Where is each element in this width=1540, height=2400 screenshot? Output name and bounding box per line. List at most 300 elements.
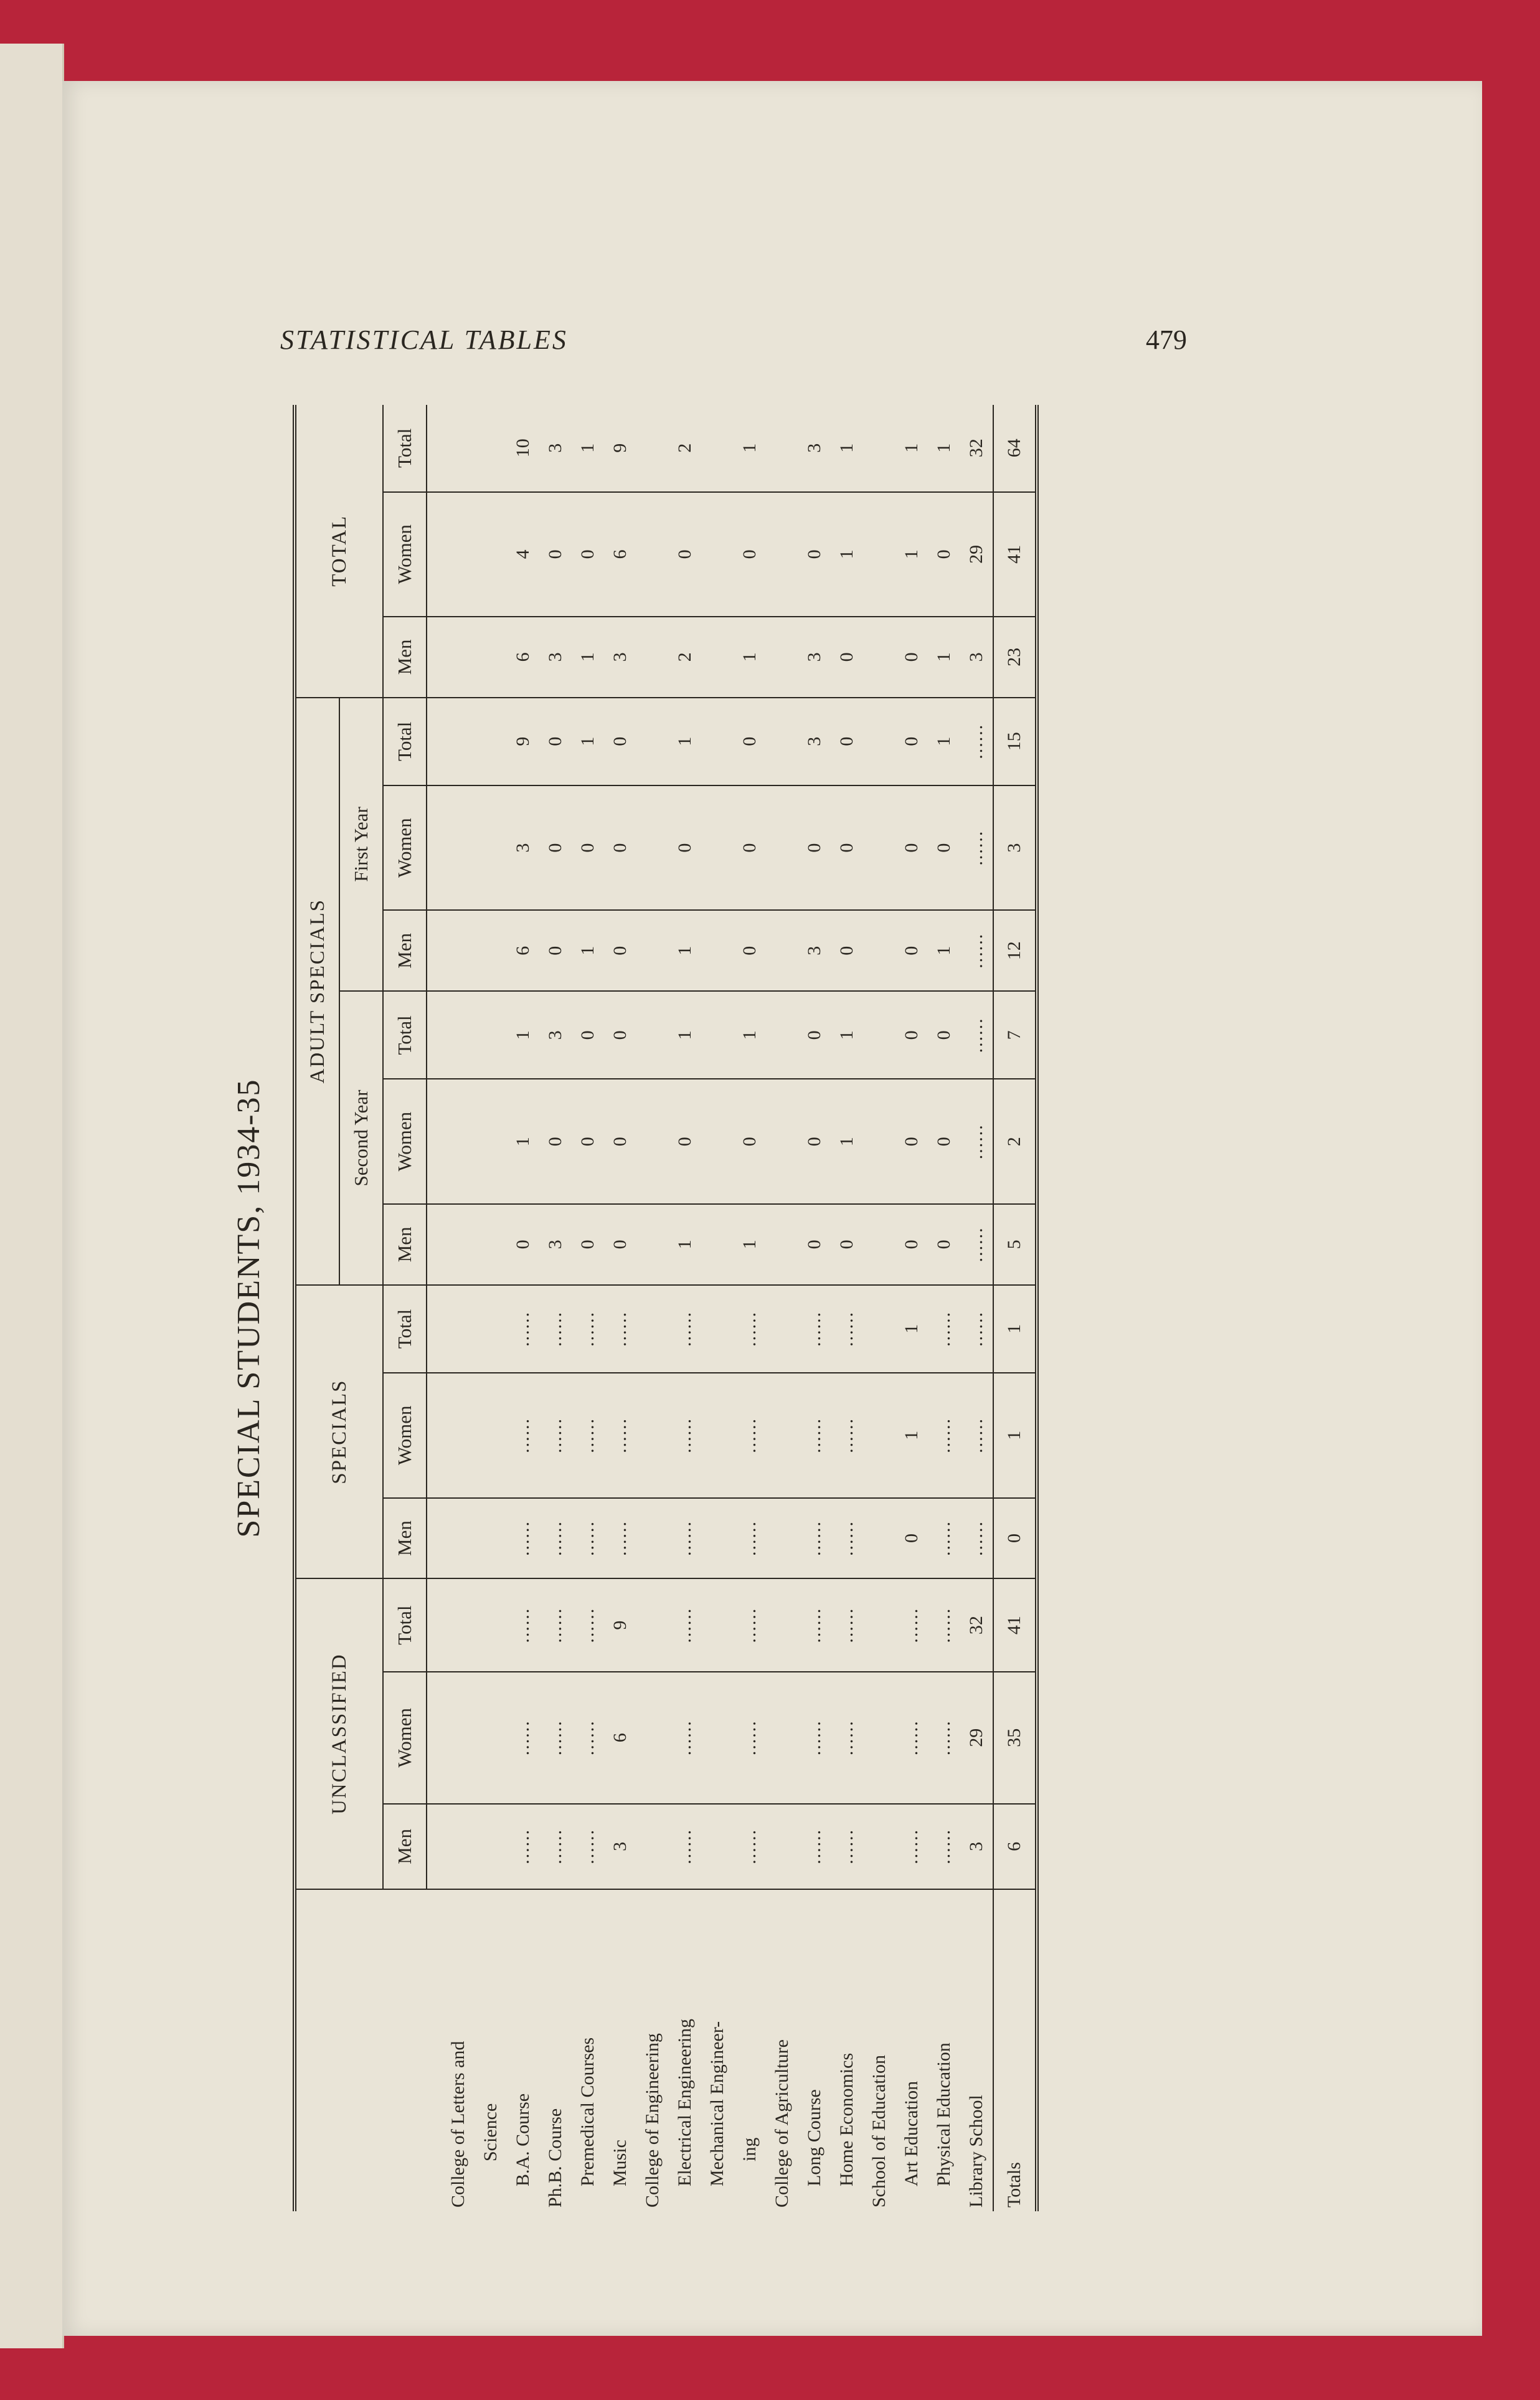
- table-cell: ......: [669, 1285, 701, 1373]
- table-row: [507, 405, 539, 2211]
- table-cell: ......: [960, 785, 993, 911]
- table-cell: ......: [539, 1578, 572, 1671]
- table-cell: ......: [604, 1373, 636, 1498]
- totals-cell: 12: [993, 910, 1037, 991]
- table-cell: 1: [572, 405, 604, 492]
- table-cell: 1: [572, 910, 604, 991]
- table-cell: [766, 1578, 798, 1671]
- table-cell: ......: [798, 1373, 831, 1498]
- table-cell: [636, 492, 669, 617]
- table-cell: ......: [798, 1498, 831, 1579]
- table-cell: [636, 617, 669, 698]
- table-cell: 0: [928, 492, 960, 617]
- totals-cell: 1: [993, 1285, 1037, 1373]
- table-cell: 9: [507, 698, 539, 785]
- table-cell: [766, 1204, 798, 1285]
- table-cell: [701, 405, 734, 492]
- table-row: [701, 405, 734, 2211]
- totals-cell: 41: [993, 492, 1037, 617]
- table-cell: [442, 698, 475, 785]
- column-header-men: Men: [383, 1498, 427, 1579]
- table-cell: 0: [734, 492, 766, 617]
- table-cell: 0: [572, 785, 604, 911]
- group-first-year: First Year: [339, 698, 383, 992]
- column-header-women: Women: [383, 1373, 427, 1498]
- table-cell: ......: [507, 1578, 539, 1671]
- table-row: [734, 405, 766, 2211]
- row-label: Electrical Engineering: [674, 2018, 695, 2186]
- row-label: B.A. Course: [513, 2093, 533, 2186]
- table-cell: ......: [960, 1204, 993, 1285]
- table-cell: 0: [928, 1079, 960, 1204]
- table-cell: 1: [895, 1373, 928, 1498]
- table-cell: 0: [507, 1204, 539, 1285]
- table-cell: ......: [604, 1498, 636, 1579]
- row-label: ing: [739, 2137, 760, 2161]
- table-cell: [442, 492, 475, 617]
- table-cell: ......: [507, 1373, 539, 1498]
- table-cell: ......: [734, 1578, 766, 1671]
- table-cell: 29: [960, 1672, 993, 1804]
- table-cell: ......: [539, 1672, 572, 1804]
- table-cell: [863, 1804, 895, 1889]
- column-header-total: Total: [383, 991, 427, 1079]
- table-cell: [766, 698, 798, 785]
- totals-cell: 23: [993, 617, 1037, 698]
- table-cell: [636, 991, 669, 1079]
- table-cell: [863, 991, 895, 1079]
- totals-cell: 35: [993, 1672, 1037, 1804]
- table-row: [475, 405, 507, 2211]
- table-cell: ......: [539, 1285, 572, 1373]
- column-header-men: Men: [383, 617, 427, 698]
- table-cell: ......: [734, 1285, 766, 1373]
- table-cell: ......: [669, 1804, 701, 1889]
- spacer-row: [427, 405, 442, 2211]
- table-cell: [442, 1285, 475, 1373]
- table-cell: 0: [798, 492, 831, 617]
- table-cell: [442, 1204, 475, 1285]
- totals-row: [993, 405, 1037, 2211]
- table-cell: [442, 1079, 475, 1204]
- table-cell: ......: [572, 1373, 604, 1498]
- table-cell: 9: [604, 405, 636, 492]
- table-cell: ......: [895, 1578, 928, 1671]
- column-header-women: Women: [383, 492, 427, 617]
- table-cell: [442, 1578, 475, 1671]
- table-cell: 0: [798, 1079, 831, 1204]
- table-cell: ......: [928, 1804, 960, 1889]
- table-cell: [701, 1578, 734, 1671]
- table-cell: 3: [507, 785, 539, 911]
- table-cell: 0: [539, 910, 572, 991]
- totals-label: Totals: [993, 1889, 1037, 2211]
- table-cell: [636, 1204, 669, 1285]
- table-cell: 0: [831, 617, 863, 698]
- table-cell: [475, 1204, 507, 1285]
- table-cell: ......: [507, 1285, 539, 1373]
- table-cell: 1: [831, 492, 863, 617]
- table-cell: 3: [539, 405, 572, 492]
- table-cell: ......: [669, 1498, 701, 1579]
- row-label: Mechanical Engineer-: [707, 2021, 727, 2186]
- table-cell: 3: [539, 617, 572, 698]
- table-cell: [766, 1498, 798, 1579]
- table-cell: ......: [831, 1285, 863, 1373]
- table-cell: 0: [604, 698, 636, 785]
- table-cell: 0: [669, 785, 701, 911]
- table-row: [928, 405, 960, 2211]
- table-cell: [475, 1672, 507, 1804]
- table-cell: 2: [669, 617, 701, 698]
- table-cell: 0: [895, 617, 928, 698]
- table-cell: [701, 1285, 734, 1373]
- column-header-women: Women: [383, 1672, 427, 1804]
- group-specials: SPECIALS: [295, 1285, 383, 1579]
- table-cell: [636, 1672, 669, 1804]
- table-row: [798, 405, 831, 2211]
- table-cell: 29: [960, 492, 993, 617]
- table-cell: ......: [507, 1804, 539, 1889]
- table-cell: 3: [539, 1204, 572, 1285]
- row-label: College of Agriculture: [772, 2039, 792, 2208]
- table-cell: [442, 910, 475, 991]
- table-cell: 0: [831, 1204, 863, 1285]
- row-label: Physical Education: [933, 2042, 954, 2186]
- column-header-men: Men: [383, 1804, 427, 1889]
- table-cell: [766, 405, 798, 492]
- table-cell: ......: [895, 1804, 928, 1889]
- table-cell: ......: [831, 1498, 863, 1579]
- table-cell: [442, 617, 475, 698]
- row-label: Premedical Courses: [577, 2037, 598, 2186]
- row-label: College of Letters and: [448, 2041, 468, 2208]
- row-label: Library School: [966, 2095, 986, 2208]
- table-cell: 6: [604, 1672, 636, 1804]
- table-cell: [863, 1672, 895, 1804]
- table-row: [604, 405, 636, 2211]
- totals-cell: 64: [993, 405, 1037, 492]
- table-cell: [636, 785, 669, 911]
- table-cell: [442, 1672, 475, 1804]
- table-cell: [766, 1373, 798, 1498]
- table-cell: ......: [507, 1498, 539, 1579]
- table-cell: [766, 991, 798, 1079]
- table-cell: 0: [895, 698, 928, 785]
- column-header-men: Men: [383, 910, 427, 991]
- table-cell: 0: [669, 492, 701, 617]
- table-cell: 0: [539, 698, 572, 785]
- table-cell: [766, 492, 798, 617]
- table-cell: 3: [539, 991, 572, 1079]
- row-label: Home Economics: [836, 2052, 857, 2186]
- table-cell: [863, 1079, 895, 1204]
- table-cell: ......: [960, 1079, 993, 1204]
- table-cell: [766, 617, 798, 698]
- table-cell: 32: [960, 405, 993, 492]
- table-cell: [701, 1498, 734, 1579]
- table-row: [539, 405, 572, 2211]
- table-row: [636, 405, 669, 2211]
- table-cell: ......: [539, 1373, 572, 1498]
- table-cell: [863, 492, 895, 617]
- table-cell: 1: [669, 1204, 701, 1285]
- table-cell: 0: [539, 1079, 572, 1204]
- table-cell: 0: [604, 1079, 636, 1204]
- table-cell: [442, 1373, 475, 1498]
- table-cell: ......: [669, 1373, 701, 1498]
- table-cell: [475, 991, 507, 1079]
- table-cell: [701, 910, 734, 991]
- page: [62, 81, 1482, 2336]
- column-header-total: Total: [383, 405, 427, 492]
- special-students-table: [293, 405, 1039, 2211]
- table-cell: [863, 1285, 895, 1373]
- table-cell: [475, 698, 507, 785]
- table-cell: 0: [539, 785, 572, 911]
- table-cell: ......: [960, 991, 993, 1079]
- table-cell: ......: [928, 1498, 960, 1579]
- running-head: STATISTICAL TABLES: [280, 325, 568, 355]
- table-cell: 3: [604, 1804, 636, 1889]
- column-header-men: Men: [383, 1204, 427, 1285]
- table-cell: 0: [895, 910, 928, 991]
- table-cell: ......: [960, 1373, 993, 1498]
- table-cell: 1: [895, 405, 928, 492]
- table-cell: [475, 492, 507, 617]
- table-cell: [863, 617, 895, 698]
- table-cell: 1: [895, 1285, 928, 1373]
- table-cell: [636, 1578, 669, 1671]
- table-cell: 1: [831, 991, 863, 1079]
- table-cell: 1: [734, 405, 766, 492]
- table-cell: [636, 1498, 669, 1579]
- table-cell: 0: [831, 785, 863, 911]
- table-cell: [701, 1204, 734, 1285]
- table-cell: ......: [960, 698, 993, 785]
- table-cell: ......: [539, 1804, 572, 1889]
- table-cell: 3: [798, 698, 831, 785]
- table-cell: ......: [572, 1498, 604, 1579]
- column-header-total: Total: [383, 1578, 427, 1671]
- table-cell: ......: [831, 1804, 863, 1889]
- table-cell: 3: [960, 1804, 993, 1889]
- table-cell: 1: [507, 991, 539, 1079]
- table-cell: 9: [604, 1578, 636, 1671]
- table-cell: [442, 785, 475, 911]
- totals-cell: 5: [993, 1204, 1037, 1285]
- table-cell: ......: [960, 1285, 993, 1373]
- table-row: [442, 405, 475, 2211]
- table-cell: 1: [928, 698, 960, 785]
- table-cell: ......: [831, 1672, 863, 1804]
- table-cell: 0: [734, 1079, 766, 1204]
- table-cell: 0: [734, 698, 766, 785]
- table-cell: [442, 405, 475, 492]
- table-cell: ......: [895, 1672, 928, 1804]
- table-cell: [636, 1285, 669, 1373]
- table-cell: 0: [928, 991, 960, 1079]
- table-cell: 3: [798, 617, 831, 698]
- table-cell: ......: [734, 1804, 766, 1889]
- table-cell: 0: [604, 910, 636, 991]
- group-unclassified: UNCLASSIFIED: [295, 1578, 383, 1889]
- table-cell: 6: [604, 492, 636, 617]
- table-cell: [701, 698, 734, 785]
- table-cell: 10: [507, 405, 539, 492]
- table-cell: [701, 1672, 734, 1804]
- table-cell: [701, 785, 734, 911]
- table-cell: [701, 1373, 734, 1498]
- table-cell: 6: [507, 617, 539, 698]
- group-second-year: Second Year: [339, 991, 383, 1285]
- table-cell: 0: [572, 492, 604, 617]
- table-cell: 1: [669, 910, 701, 991]
- table-cell: 3: [604, 617, 636, 698]
- table-cell: 1: [507, 1079, 539, 1204]
- rotated-page-content: [230, 325, 1196, 2211]
- table-cell: 0: [669, 1079, 701, 1204]
- group-total: TOTAL: [295, 405, 383, 698]
- table-row: [960, 405, 993, 2211]
- table-row: [572, 405, 604, 2211]
- table-cell: 1: [928, 405, 960, 492]
- table-cell: [863, 1204, 895, 1285]
- table-cell: [475, 617, 507, 698]
- table-cell: 0: [831, 698, 863, 785]
- table-cell: ......: [928, 1373, 960, 1498]
- table-cell: [863, 910, 895, 991]
- table-cell: ......: [604, 1285, 636, 1373]
- totals-cell: 2: [993, 1079, 1037, 1204]
- table-cell: 0: [928, 785, 960, 911]
- table-cell: ......: [669, 1672, 701, 1804]
- row-label: Ph.B. Course: [545, 2108, 565, 2208]
- table-cell: ......: [572, 1285, 604, 1373]
- table-row: [669, 405, 701, 2211]
- table-cell: 1: [734, 617, 766, 698]
- table-cell: [636, 910, 669, 991]
- table-cell: ......: [798, 1285, 831, 1373]
- table-cell: 1: [831, 405, 863, 492]
- table-cell: ......: [960, 1498, 993, 1579]
- table-cell: 0: [895, 1204, 928, 1285]
- table-cell: 0: [572, 1079, 604, 1204]
- table-cell: 1: [734, 991, 766, 1079]
- table-cell: [475, 910, 507, 991]
- row-label: Science: [480, 2103, 501, 2161]
- table-cell: 3: [798, 910, 831, 991]
- table-cell: [863, 1373, 895, 1498]
- table-cell: [475, 1804, 507, 1889]
- table-cell: ......: [960, 910, 993, 991]
- table-cell: [863, 698, 895, 785]
- totals-cell: 7: [993, 991, 1037, 1079]
- table-cell: 3: [798, 405, 831, 492]
- table-cell: 0: [539, 492, 572, 617]
- table-cell: [863, 1578, 895, 1671]
- table-cell: [475, 1373, 507, 1498]
- table-cell: ......: [928, 1578, 960, 1671]
- table-cell: [636, 1804, 669, 1889]
- table-cell: [475, 1498, 507, 1579]
- table-cell: 0: [798, 991, 831, 1079]
- table-cell: 1: [734, 1204, 766, 1285]
- table-cell: [766, 1285, 798, 1373]
- table-cell: ......: [539, 1498, 572, 1579]
- totals-cell: 1: [993, 1373, 1037, 1498]
- table-cell: 0: [734, 910, 766, 991]
- totals-cell: 6: [993, 1804, 1037, 1889]
- table-cell: [442, 991, 475, 1079]
- table-row: [895, 405, 928, 2211]
- table-cell: [636, 698, 669, 785]
- table-cell: [442, 1804, 475, 1889]
- table-cell: 1: [572, 617, 604, 698]
- table-cell: [475, 785, 507, 911]
- table-cell: 0: [895, 785, 928, 911]
- column-header-total: Total: [383, 698, 427, 785]
- table-cell: 0: [831, 910, 863, 991]
- totals-cell: 3: [993, 785, 1037, 911]
- page-number: 479: [1146, 325, 1187, 355]
- row-label: Music: [610, 2140, 630, 2186]
- table-cell: 0: [572, 1204, 604, 1285]
- table-cell: 1: [669, 991, 701, 1079]
- stub-header: [295, 1889, 427, 2211]
- table-title: SPECIAL STUDENTS, 1934-35: [231, 1078, 267, 1538]
- table-cell: [701, 617, 734, 698]
- table-cell: [475, 1578, 507, 1671]
- table-cell: [701, 1804, 734, 1889]
- table-cell: 4: [507, 492, 539, 617]
- column-header-women: Women: [383, 1079, 427, 1204]
- table-cell: ......: [798, 1804, 831, 1889]
- table-cell: [701, 1079, 734, 1204]
- previous-page-edge: [0, 44, 64, 2348]
- table-cell: ......: [572, 1672, 604, 1804]
- table-cell: ......: [572, 1578, 604, 1671]
- table-cell: ......: [734, 1672, 766, 1804]
- table-cell: ......: [734, 1373, 766, 1498]
- table-cell: [636, 405, 669, 492]
- table-cell: 0: [604, 1204, 636, 1285]
- table-cell: [701, 492, 734, 617]
- table-cell: ......: [507, 1672, 539, 1804]
- table-cell: ......: [798, 1578, 831, 1671]
- table-cell: 0: [604, 991, 636, 1079]
- table-cell: ......: [734, 1498, 766, 1579]
- table-cell: [475, 405, 507, 492]
- row-label: Long Course: [804, 2089, 824, 2186]
- table-cell: [863, 785, 895, 911]
- table-cell: 0: [604, 785, 636, 911]
- table-cell: ......: [798, 1672, 831, 1804]
- row-label: Art Education: [901, 2080, 922, 2186]
- table-cell: 0: [895, 1498, 928, 1579]
- table-cell: [766, 1672, 798, 1804]
- table-row: [863, 405, 895, 2211]
- table-cell: 1: [669, 698, 701, 785]
- table-cell: 0: [895, 991, 928, 1079]
- table-cell: [442, 1498, 475, 1579]
- table-cell: [475, 1079, 507, 1204]
- table-row: [766, 405, 798, 2211]
- table-cell: [863, 405, 895, 492]
- table-cell: 1: [895, 492, 928, 617]
- table-cell: [766, 1804, 798, 1889]
- totals-cell: 0: [993, 1498, 1037, 1579]
